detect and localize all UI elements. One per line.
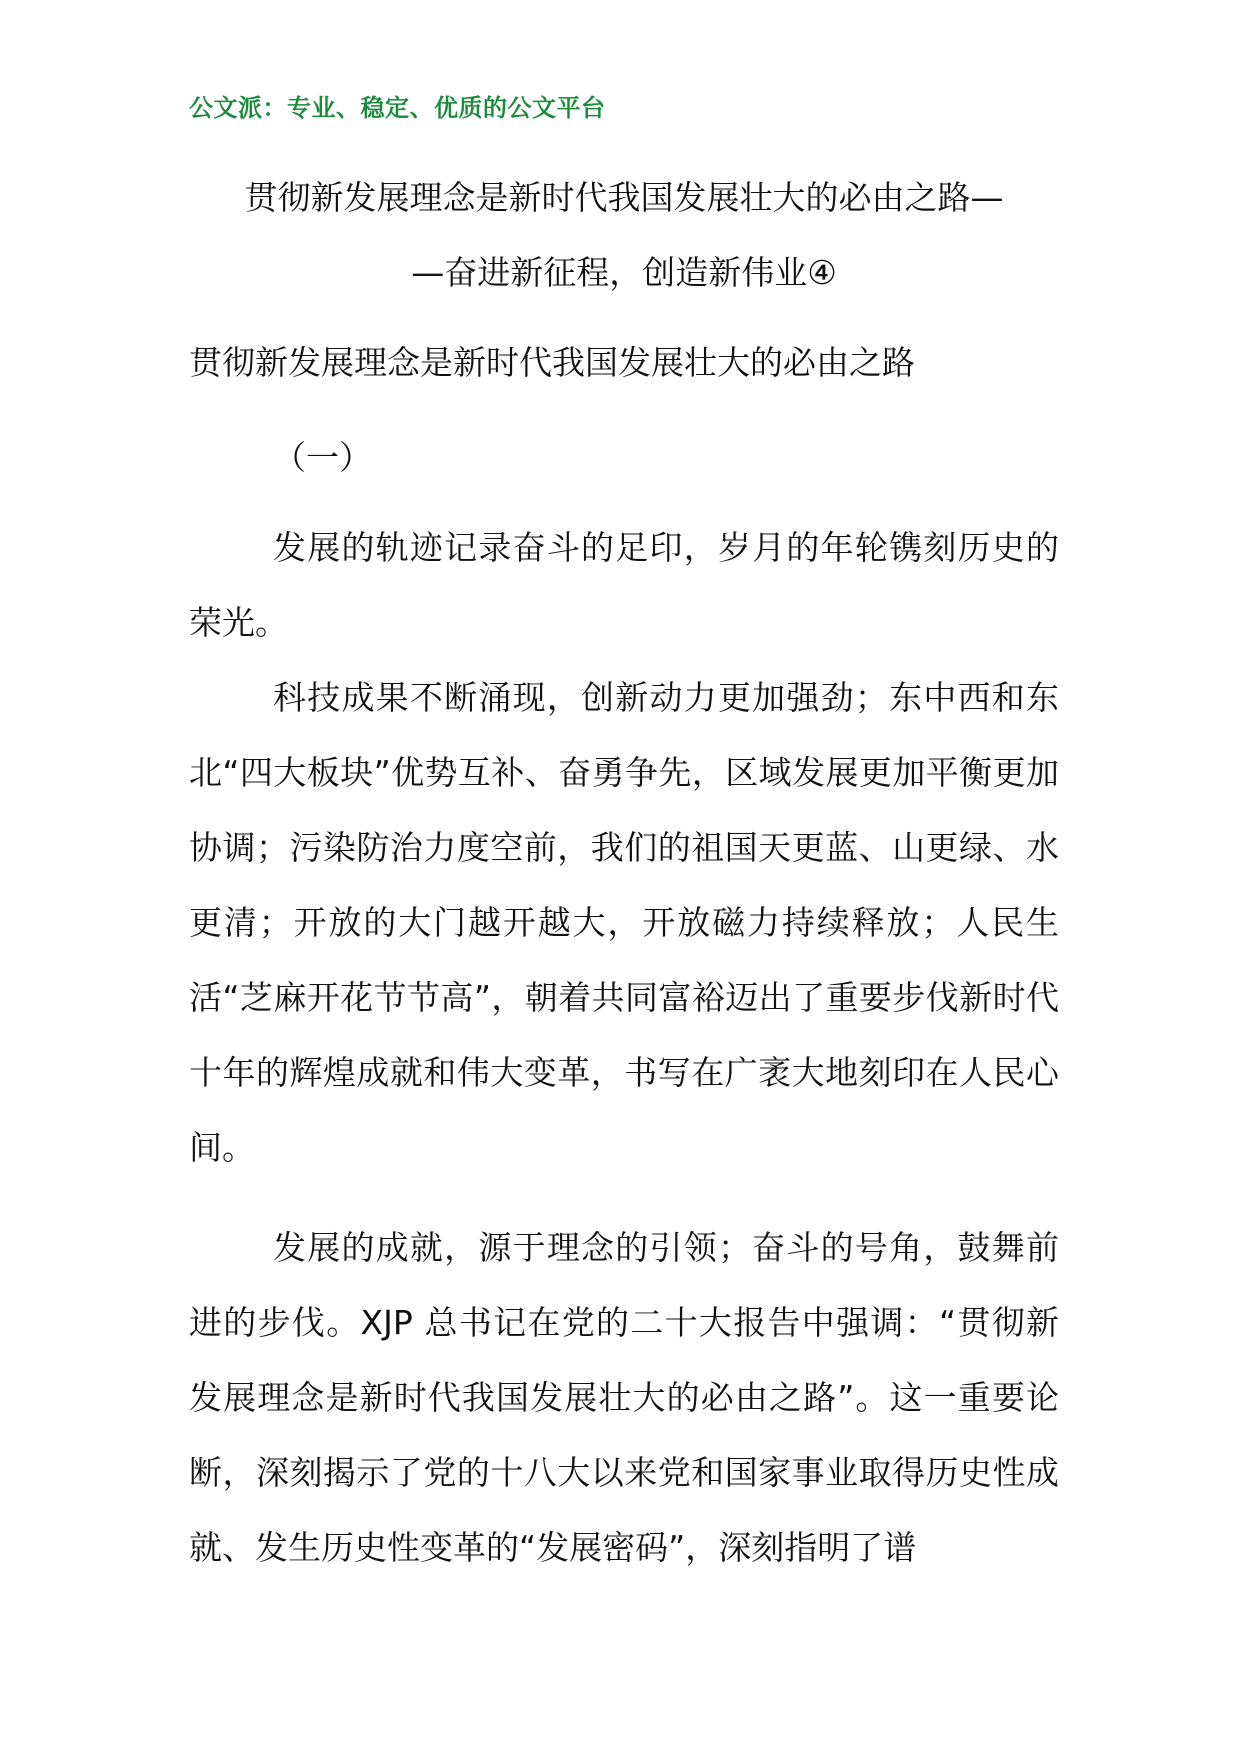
document-subtitle: 贯彻新发展理念是新时代我国发展壮大的必由之路 xyxy=(189,343,915,382)
section-heading: （一） xyxy=(273,438,372,477)
document-title-line-1: 贯彻新发展理念是新时代我国发展壮大的必由之路— xyxy=(244,178,1004,217)
document-title-line-2: —奋进新征程，创造新伟业④ xyxy=(411,253,837,292)
paragraph: 科技成果不断涌现，创新动力更加强劲；东中西和东北“四大板块”优势互补、奋勇争先，区域发展更加平衡更加协调；污染防治力度空前，我们的祖国天更蓝、山更绿、水更清；开放的大门越开越大，开放磁力持续释放；人民生活“芝麻开花节节高”，朝着共同富裕迈出了重要步伐新时代十年的辉煌成就和伟大变革，书写在广袤大地刻印在人民心间。 xyxy=(189,678,1059,1167)
paragraph: 发展的成就，源于理念的引领；奋斗的号角，鼓舞前进的步伐。XJP 总书记在党的二十大报告中强调：“贯彻新发展理念是新时代我国发展壮大的必由之路”。这一重要论断，深刻揭示了党的十八大以来党和国家事业取得历史性成就、发生历史性变革的“发展密码”，深刻指明了谱 xyxy=(189,1228,1059,1567)
header-brand: 公文派：专业、稳定、优质的公文平台 xyxy=(189,94,606,122)
paragraph: 发展的轨迹记录奋斗的足印，岁月的年轮镌刻历史的荣光。 xyxy=(189,528,1059,642)
